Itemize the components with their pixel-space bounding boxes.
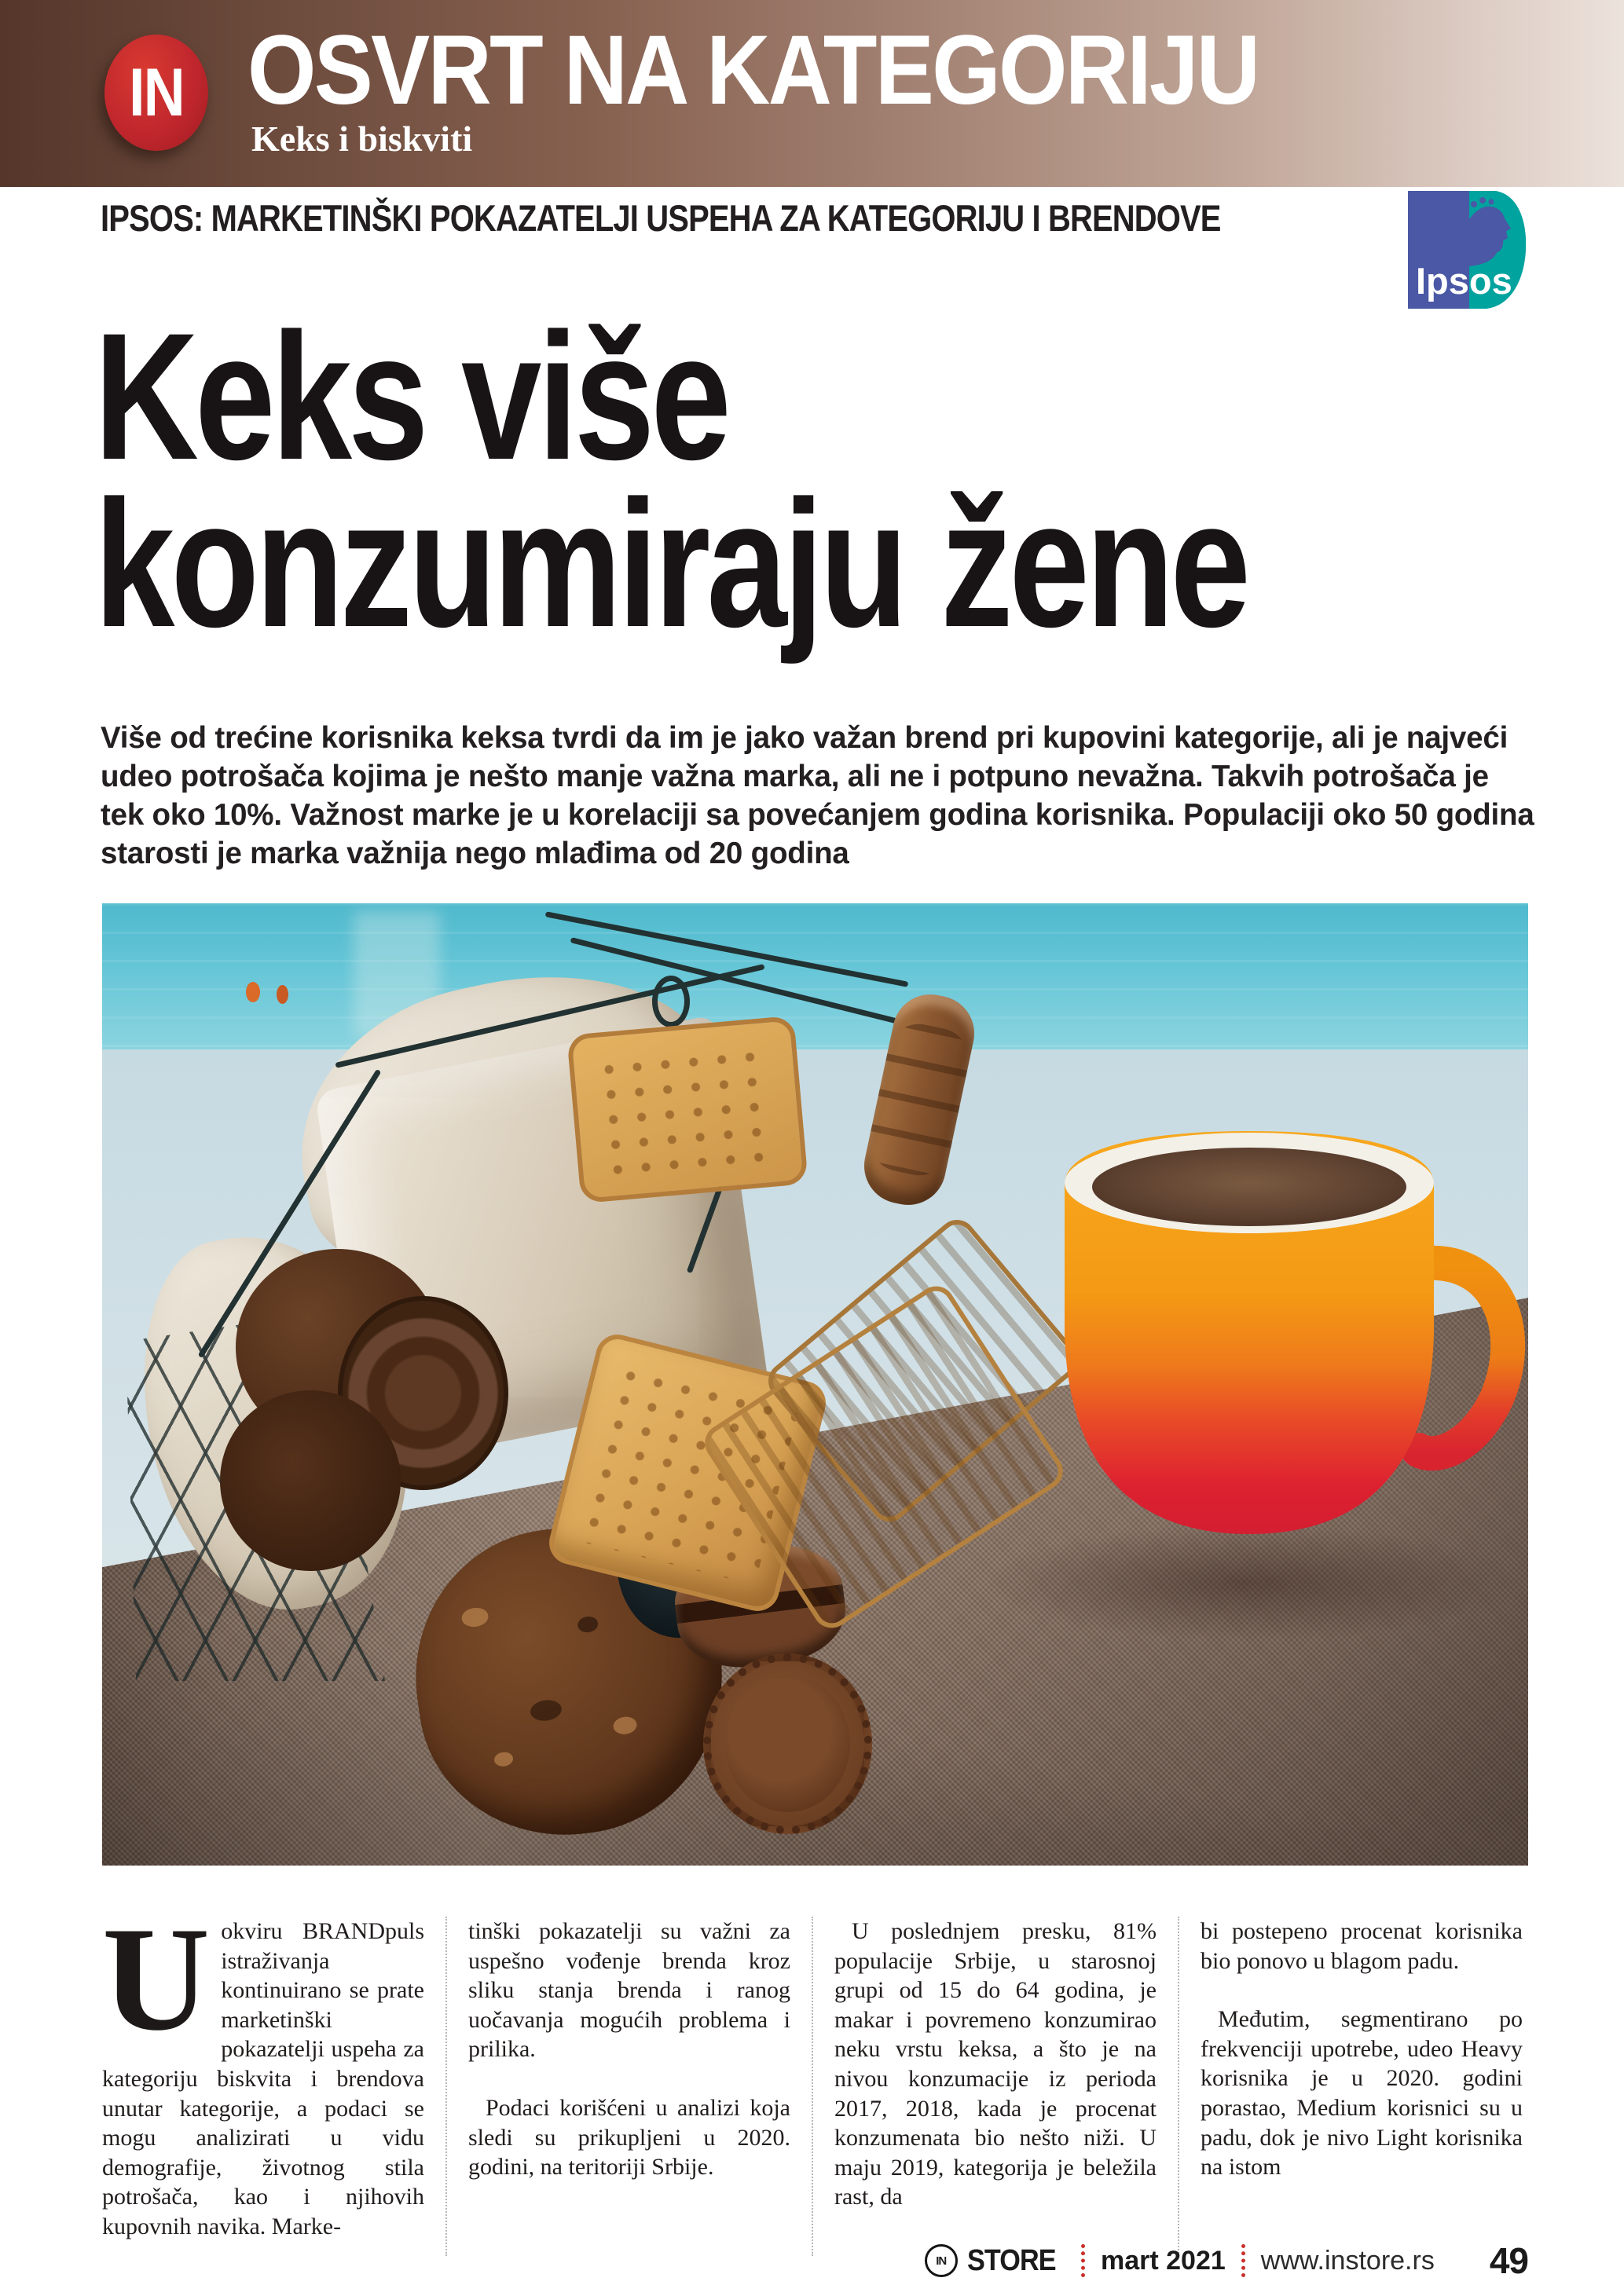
footer-divider bbox=[1241, 2244, 1245, 2277]
ipsos-logo bbox=[1408, 191, 1526, 309]
ipsos-wordmark: Ipsos bbox=[1416, 260, 1512, 302]
category-photo bbox=[102, 903, 1528, 1866]
footer-divider bbox=[1081, 2244, 1085, 2277]
article-headline bbox=[94, 295, 1248, 665]
in-badge bbox=[104, 35, 208, 151]
tea-mug bbox=[1041, 1098, 1528, 1593]
article-standfirst: Više od trećine korisnika keksa tvrdi da im je jako važan brend pri kupovini kategorije, ali je najveći udeo potrošača kojima je nešto manje važna marka, ali ne i potpuno nevažna. Takvih potrošača je tek oko 10%. Važnost marke je u korelaciji sa povećanjem godina korisnika. Populaciji oko 50 godina starosti je marka važnija nego mlađima od 20 godina bbox=[101, 720, 1534, 870]
tea-mug-graphic bbox=[1041, 1098, 1528, 1593]
text-column-4 bbox=[1178, 1917, 1523, 2256]
headline-line-2: konzumiraju žene bbox=[94, 463, 1248, 665]
article-columns bbox=[102, 1917, 1528, 2256]
paragraph: Međutim, segmentirano po frekvenciji upotrebe, udeo Heavy korisnika je u 2020. godini porastao, Medium korisnici su u padu, dok je nivo Light korisnika na istom bbox=[1201, 2006, 1523, 2181]
page-footer bbox=[102, 2237, 1528, 2284]
text-column-2 bbox=[445, 1917, 790, 2256]
photo-wall-grain bbox=[102, 903, 1528, 1049]
paragraph: U poslednjem presku, 81% populacije Srbije, u starosnoj grupi od 15 do 64 godina, je makar i povremeno konzumirao neku vrstu keksa, a što je na nivou konzumacije iz perioda 2017, 2018, kada je procenat konzumenata bio nešto niži. U maju 2019, kategorija je beležila rast, da bbox=[834, 1918, 1157, 2210]
ipsos-logo-graphic bbox=[1408, 191, 1526, 309]
paragraph: Podaci korišćeni u analizi koja sledi su prikupljeni u 2020. godini, na teritoriji Srbije. bbox=[468, 2094, 790, 2181]
footer-issue: mart 2021 bbox=[1100, 2245, 1226, 2276]
chocolate-cookie bbox=[220, 1390, 401, 1571]
golden-biscuit bbox=[566, 1016, 808, 1203]
paragraph-text: okviru BRANDpuls istraživanja kontinuirano se prate marketinški pokazatelji uspeha za kategoriju biskvita i brendova unutar kategorije, a podaci se mogu analizirati u vidu demografije, životnog stila potrošača, kao i njihovih kupovnih navika. Marke- bbox=[102, 1918, 424, 2239]
photo-orange-detail bbox=[277, 985, 288, 1004]
section-subtitle: Keks i biskviti bbox=[251, 119, 473, 159]
paragraph bbox=[102, 1917, 424, 2242]
drop-cap: U bbox=[102, 1917, 211, 2062]
photo-orange-detail bbox=[246, 982, 260, 1002]
footer-website: www.instore.rs bbox=[1260, 2245, 1435, 2276]
kicker-line: IPSOS: MARKETINŠKI POKAZATELJI USPEHA ZA KATEGORIJU I BRENDOVE bbox=[101, 197, 1221, 239]
basket-wire-hook bbox=[652, 976, 690, 1027]
paragraph: tinški pokazatelji su važni za uspešno vođenje brenda kroz sliku stanja brenda i ranog uočavanja mogućih problema i prilika. bbox=[468, 1918, 790, 2063]
section-title: OSVRT NA KATEGORIJU bbox=[247, 16, 1259, 125]
in-badge-label: IN bbox=[129, 54, 184, 130]
biscuit-emboss bbox=[594, 1042, 781, 1176]
paragraph: bi postepeno procenat korisnika bio ponovo u blagom padu. bbox=[1201, 1918, 1523, 1974]
text-column-1 bbox=[102, 1917, 424, 2256]
page-number: 49 bbox=[1489, 2240, 1528, 2281]
instore-badge-icon: IN bbox=[925, 2244, 958, 2277]
category-header-band bbox=[0, 0, 1624, 187]
text-column-3 bbox=[812, 1917, 1157, 2256]
sandwich-cookie bbox=[703, 1653, 872, 1834]
footer-brand: STORE bbox=[966, 2243, 1056, 2277]
headline-line-1: Keks više bbox=[94, 295, 728, 497]
